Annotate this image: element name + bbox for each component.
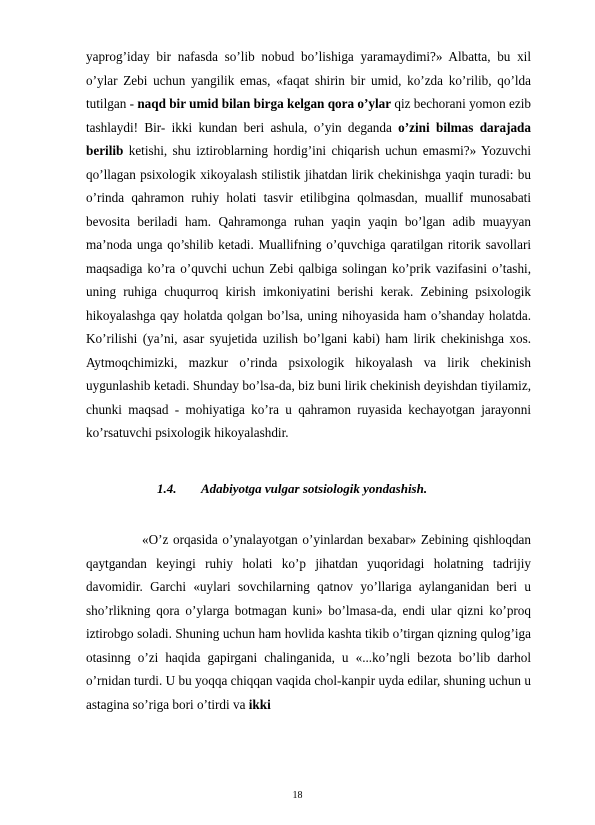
bold-phrase: ikki bbox=[248, 696, 271, 712]
paragraph-2 bbox=[86, 528, 531, 716]
text-run: ketishi, shu iztiroblarning hordig’ini chiqarish uchun emasmi?» Yozuvchi qo’llagan psixologik xikoyalash stilistik jihatdan lirik chekinishga yaqin turadi: bu o’rinda qahramon ruhiy holati tasvir etilibgina qolmasdan, muallif munosabati bevosita beriladi ham. Qahramonga ruhan yaqin yaqin bo’lgan adib muayyan ma’noda unga qo’shilib ketadi. Muallifning o’quvchiga qaratilgan ritorik savollari maqsadiga ko’ra o’quvchi uchun Zebi qalbiga solingan ko’prik vazifasini o’tashi, uning ruhiga chuqurroq kirish imkoniyatini berishi kerak. Zebining psixologik hikoyalashga qay holatda qolgan bo’lsa, uning nihoyasida ham o’shanday holatda. Ko’rilishi (ya’ni, asar syujetida uzilish bo’lgani kabi) ham lirik chekinishga xos. Aytmoqchimizki, mazkur o’rinda psixologik hikoyalash va lirik chekinish uygunlashib ketadi. Shunday bo’lsa-da, biz buni lirik chekinish deyishdan tiyilamiz, chunki maqsad - mohiyatiga ko’ra u qahramon ruyasida kechayotgan jarayonni ko’rsatuvchi psixologik hikoyalashdir. bbox=[86, 143, 531, 440]
section-number: 1.4. bbox=[157, 480, 177, 496]
section-title: Adabiyotga vulgar sotsiologik yondashish. bbox=[201, 480, 428, 496]
bold-phrase: naqd bir umid bilan birga kelgan qora o’ylar bbox=[137, 96, 392, 111]
page-number: 18 bbox=[292, 790, 303, 801]
bold-phrase: o’zini bilmas darajada berilib bbox=[86, 119, 531, 158]
text-run: «O’z orqasida o’ynalayotgan o’yinlardan bexabar» Zebining qishloqdan qaytgandan keyingi ruhiy holati ko’p jihatdan yuqoridagi holatning tadrijiy davomidir. Garchi «uylari sovchilarning qatnov yo’llariga aylanganidan beri u sho’rlikning qora o’ylarga botmagan kuni» bo’lmasa-da, endi ular qizni ko’proq iztirobgo soladi. Shuning uchun ham hovlida kashta tikib o’tirgan qizning qulog’iga otasinng o’zi haqida gapirgani chalinganida, u «...ko’ngli bezota bo’lib darhol o’rnidan turdi. U bu yoqqa chiqqan vaqida chol-kanpir uyda edilar, shuning uchun u astagina so’riga bori o’tirdi va bbox=[86, 532, 531, 712]
body-text bbox=[86, 45, 531, 716]
section-heading bbox=[86, 477, 531, 501]
text-run: yaprog’iday bir nafasda so’lib nobud bo’lishiga yaramaydimi?» Albatta, bu xil o’ylar Zebi uchun yangilik emas, «faqat shirin bir umid, ko’zda ko’rilib, qo’lda tutilgan - bbox=[86, 49, 531, 111]
paragraph-1 bbox=[86, 45, 531, 445]
text-run: qiz bechorani yomon ezib tashlaydi! Bir- ikki kundan beri ashula, o’yin deganda bbox=[86, 96, 531, 135]
